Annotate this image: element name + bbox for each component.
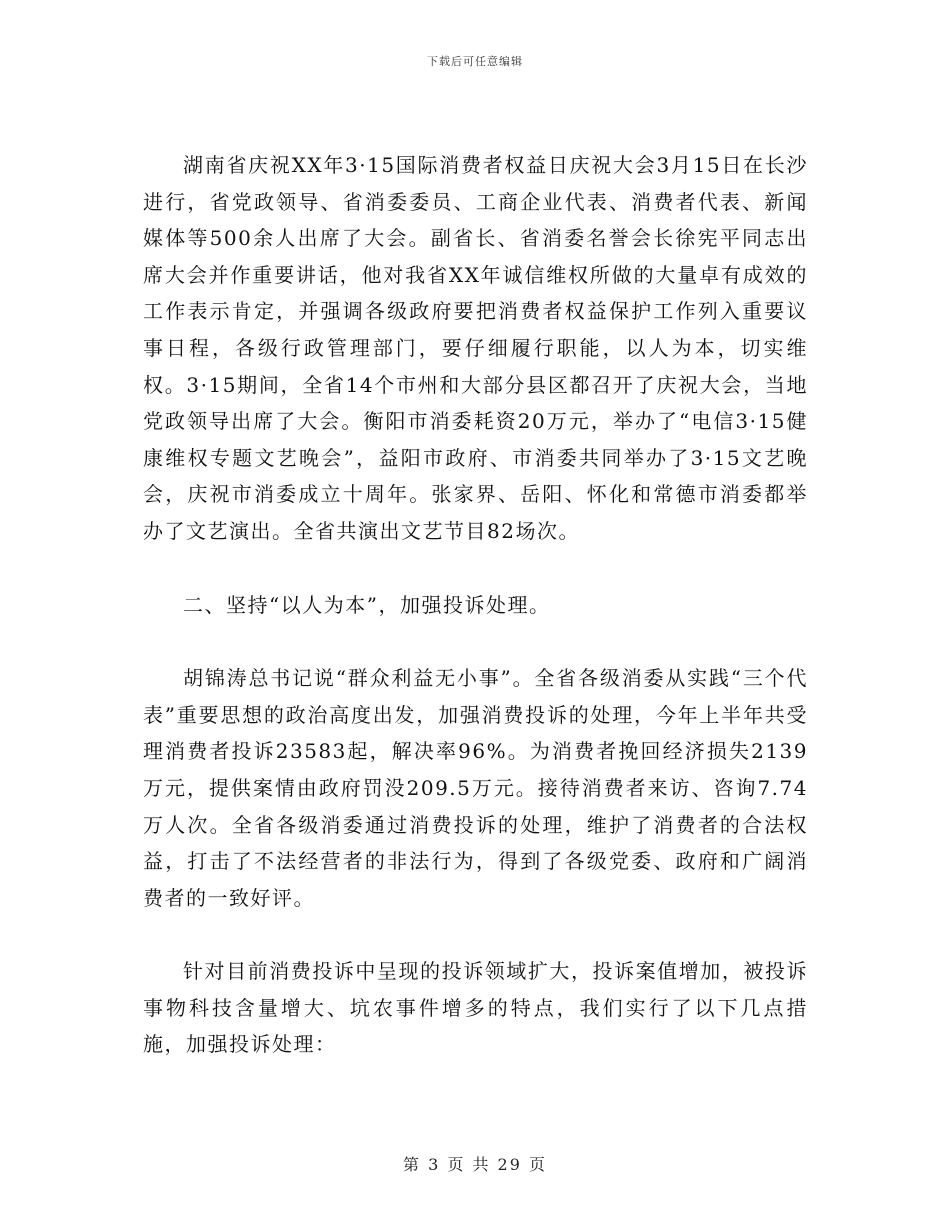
section-heading: 二、坚持“以人为本”，加强投诉处理。 xyxy=(183,592,551,617)
paragraph-measures: 针对目前消费投诉中呈现的投诉领域扩大，投诉案值增加，被投诉事物科技含量增大、坑农事件增多的特点，我们实行了以下几点措施，加强投诉处理： xyxy=(143,959,808,1057)
paragraph-complaints: 胡锦涛总书记说“群众利益无小事”。全省各级消委从实践“三个代表”重要思想的政治高度出发，加强消费投诉的处理，今年上半年共受理消费者投诉23583起，解决率96%。为消费者挽回经济损失2139万元，提供案情由政府罚没209.5万元。接待消费者来访、咨询7.74万人次。全省各级消委通过消费投诉的处理，维护了消费者的合法权益，打击了不法经营者的非法行为，得到了各级党委、政府和广阔消费者的一致好评。 xyxy=(143,666,808,910)
page-number: 第 3 页 共 29 页 xyxy=(403,1155,547,1174)
page-header: 下载后可任意编辑 xyxy=(427,55,523,68)
document-body xyxy=(143,147,808,1063)
paragraph-celebration: 湖南省庆祝XX年3·15国际消费者权益日庆祝大会3月15日在长沙进行，省党政领导、省消委委员、工商企业代表、消费者代表、新闻媒体等500余人出席了大会。副省长、省消委名誉会长徐宪平同志出席大会并作重要讲话，他对我省XX年诚信维权所做的大量卓有成效的工作表示肯定，并强调各级政府要把消费者权益保护工作列入重要议事日程，各级行政管理部门，要仔细履行职能，以人为本，切实维权。3·15期间，全省14个市州和大部分县区都召开了庆祝大会，当地党政领导出席了大会。衡阳市消委耗资20万元，举办了“电信3·15健康维权专题文艺晚会”，益阳市政府、市消委共同举办了3·15文艺晚会，庆祝市消委成立十周年。张家界、岳阳、怀化和常德市消委都举办了文艺演出。全省共演出文艺节目82场次。 xyxy=(143,153,808,543)
